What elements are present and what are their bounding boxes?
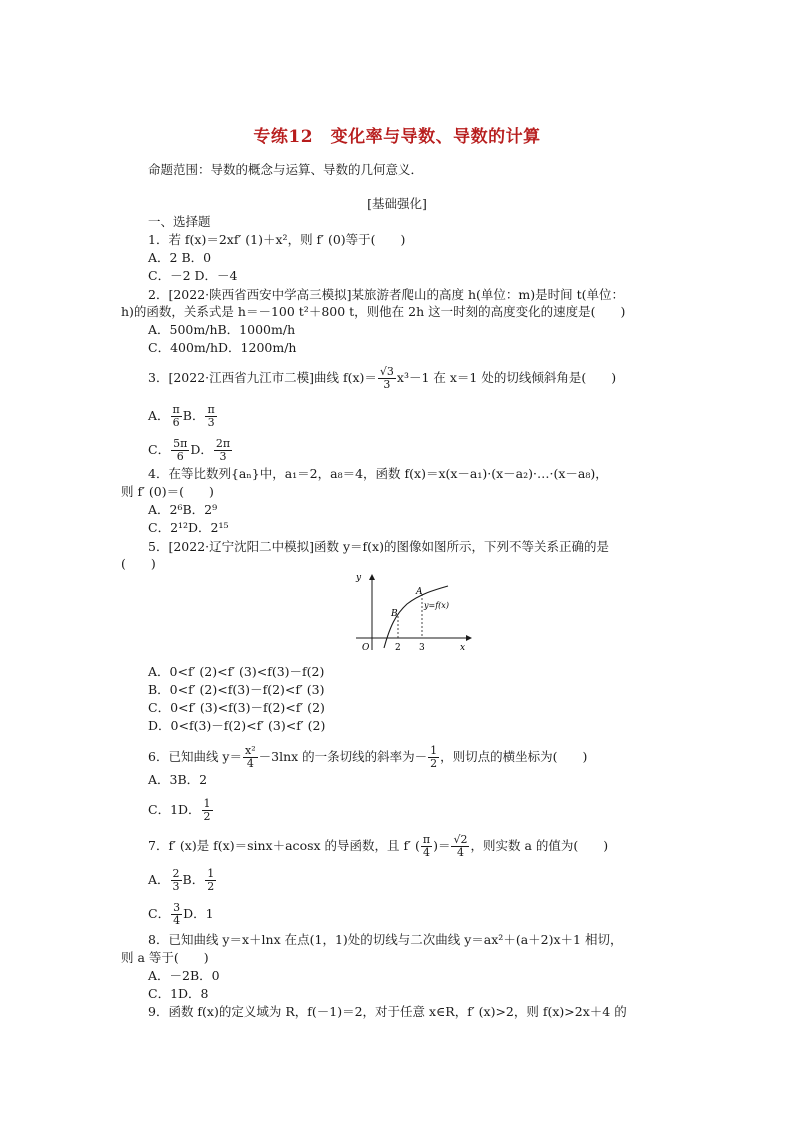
- page-title: 专练12 变化率与导数、导数的计算: [253, 127, 541, 147]
- point-a-label: A: [416, 587, 423, 597]
- q5-stem-2: ( ): [121, 556, 156, 571]
- q6-options-ab: A．3B．2: [148, 772, 208, 787]
- q5-option-c: C．0<f′ (3)<f(3)－f(2)<f′ (2): [148, 700, 325, 715]
- q3-fraction: $\frac{√3}{3}$: [379, 365, 394, 391]
- q7-options-ab: A． $\frac{2}{3}$ B． $\frac{1}{2}$: [148, 867, 215, 893]
- q5-option-d: D．0<f(3)－f(2)<f′ (3)<f′ (2): [148, 718, 326, 733]
- q9-stem-1: 9．函数 f(x)的定义域为 R，f(－1)＝2，对于任意 x∈R，f′ (x)>2，则 f(x)>2x＋4 的: [148, 1004, 627, 1019]
- q5-option-a: A．0<f′ (2)<f′ (3)<f(3)－f(2): [148, 664, 325, 679]
- q5-stem-1: 5．[2022·辽宁沈阳二中模拟]函数 y＝f(x)的图像如图所示，下列不等关系正确的是: [148, 539, 609, 554]
- q8-stem-2: 则 a 等于( ): [121, 950, 209, 965]
- q2-options-ab: A．500m/hB．1000m/h: [148, 322, 296, 337]
- q2-stem-2: h)的函数，关系式是 h＝－100 t²＋800 t，则他在 2h 这一时刻的高度变化的速度是( ): [121, 304, 626, 319]
- q6-stem: 6．已知曲线 y＝ $\frac{\text{x²}}{4}$ －3lnx 的一条切线的斜率为－ $\frac{1}{2}$ ，则切点的横坐标为( ): [148, 744, 588, 770]
- origin-label: O: [362, 643, 370, 652]
- q5-option-b: B．0<f′ (2)<f(3)－f(2)<f′ (3): [148, 682, 325, 697]
- tick-label-3: 3: [419, 643, 425, 652]
- part-heading: 一、选择题: [148, 214, 211, 229]
- q4-stem-1: 4．在等比数列{aₙ}中，a₁＝2，a₈＝4，函数 f(x)＝x(x－a₁)·(x－a₂)·…·(x－a₈)，: [148, 466, 608, 481]
- q5-function-graph: [352, 572, 472, 652]
- q2-options-cd: C．400m/hD．1200m/h: [148, 340, 297, 355]
- x-axis-arrow: [466, 635, 472, 641]
- q2-stem-1: 2．[2022·陕西省西安中学高三模拟]某旅游者爬山的高度 h(单位：m)是时间 t(单位：: [148, 287, 624, 302]
- y-axis-label: y: [356, 573, 362, 583]
- q7-stem: 7．f′ (x)是 f(x)＝sinx＋acosx 的导函数，且 f′ ( $\frac{\pi}{4}$ )＝ $\frac{√2}{4}$ ，则实数 a 的值为( ): [148, 833, 609, 859]
- section-heading: [基础强化]: [367, 196, 427, 211]
- q1-options-cd: C．－2 D．－4: [148, 268, 238, 283]
- q1-stem: 1．若 f(x)＝2xf′ (1)＋x²，则 f′ (0)等于( ): [148, 232, 406, 247]
- q8-options-cd: C．1D．8: [148, 986, 209, 1001]
- q6-options-cd: C．1D． $\frac{1}{2}$: [148, 797, 211, 823]
- point-b-label: B: [391, 609, 398, 619]
- q8-options-ab: A．－2B．0: [148, 968, 220, 983]
- scope-line: 命题范围：导数的概念与运算、导数的几何意义．: [148, 162, 424, 177]
- q8-stem-1: 8．已知曲线 y＝x＋lnx 在点(1，1)处的切线与二次曲线 y＝ax²＋(a＋2)x＋1 相切，: [148, 932, 623, 947]
- q3-stem: 3．[2022·江西省九江市二模]曲线 f(x)＝ $\frac{√3}{3}$ x³－1 在 x＝1 处的切线倾斜角是( ): [148, 365, 617, 391]
- q4-options-cd: C．2¹²D．2¹⁵: [148, 520, 229, 535]
- tick-label-2: 2: [395, 643, 401, 652]
- x-axis-label: x: [460, 643, 466, 652]
- y-axis-arrow: [369, 574, 375, 580]
- q3-options-cd: C． $\frac{5\pi}{6}$ D． $\frac{2\pi}{3}$: [148, 437, 231, 463]
- q3-options-ab: A． $\frac{\pi}{6}$ B． $\frac{\pi}{3}$: [148, 403, 215, 429]
- curve-label: y=f(x): [424, 601, 449, 610]
- q7-options-cd: C． $\frac{3}{4}$ D．1: [148, 901, 214, 927]
- q1-options-ab: A．2 B．0: [148, 250, 212, 265]
- q4-stem-2: 则 f′ (0)＝( ): [121, 484, 214, 499]
- q4-options-ab: A．2⁶B．2⁹: [148, 502, 218, 517]
